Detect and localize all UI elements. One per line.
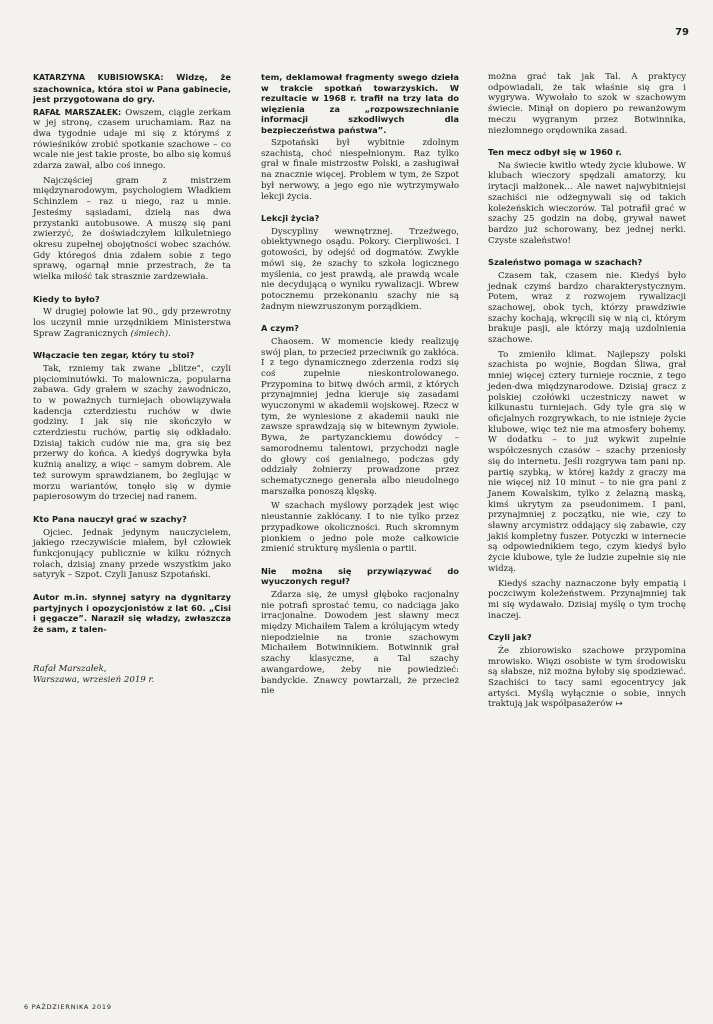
laugh-note: (śmiech). bbox=[130, 328, 171, 339]
answer-paragraph bbox=[33, 108, 231, 172]
answer-paragraph bbox=[488, 646, 686, 710]
answer-paragraph: Dyscypliny wewnętrznej. Trzeźwego, obiektywnego osądu. Pokory. Cierpliwości. I gotowości, by odejść od dogmatów. Zwykle mówi się, że szachy to szkoła logicznego myślenia, co jest prawdą, ale prawdą wcale nie decydującą o wyniku rywalizacji. Wbrew potocznemu przekonaniu szachy nie są żadnym niewzruszonym porządkiem. bbox=[261, 226, 459, 312]
question-heading: Kto Pana nauczył grać w szachy? bbox=[33, 514, 187, 524]
signature bbox=[33, 664, 231, 685]
paragraph: Najczęściej gram z mistrzem międzynarodowym, psychologiem Władkiem Schinzlem – raz u niego, raz u mnie. Jesteśmy sąsiadami, dzielą nas dwa przystanki autobusowe. A muszę się pani zwierzyć, że doświadczyłem kilkuletniego okresu zupełnej obojętności wobec szachów. Gdy któregoś dnia zdałem sobie z tego sprawę, ogarnął mnie przestrach, że ta wielka miłość tak strasznie zardzewiała. bbox=[33, 175, 231, 283]
signature-place: Warszawa, wrzesień 2019 r. bbox=[33, 674, 155, 685]
paragraph: W szachach myślowy porządek jest więc nieustannie zakłócany. I to nie tylko przez przypadkowe okoliczności. Ruch skromnym pionkiem o jedno pole może całkowicie zmienić strukturę myślenia o partii. bbox=[261, 501, 459, 555]
intro-question bbox=[33, 72, 231, 105]
answer-paragraph: Ojciec. Jednak jedynym nauczycielem, jakiego rzeczywiście miałem, był człowiek funkcjonujący publicznie w kilku różnych rolach, dzisiaj znany przede wszystkim jako satyryk – Szpot. Czyli Janusz Szpotański. bbox=[33, 527, 231, 581]
paragraph: Szpotański był wybitnie zdolnym szachistą, choć niespełnionym. Raz tylko grał w finale mistrzostw Polski, a zasługiwał na znacznie więcej. Problem w tym, że Szpot był nerwowy, a jego ego nie wytrzymywało lekcji życia. bbox=[261, 138, 459, 202]
question-heading: Czyli jak? bbox=[488, 632, 532, 643]
speaker-interviewee: RAFAŁ MARSZAŁEK: bbox=[33, 107, 122, 117]
question-heading: A czym? bbox=[261, 323, 299, 334]
footer-date: 6 PAŹDZIERNIKA 2019 bbox=[24, 1003, 112, 1011]
question-heading: Ten mecz odbył się w 1960 r. bbox=[488, 147, 622, 158]
intro-question-text: Widzę, że szachownica, która stoi w Pana gabinecie, jest przygotowana do gry. bbox=[33, 72, 232, 104]
answer-paragraph: Chaosem. W momencie kiedy realizuję swój plan, to przecież przeciwnik go zakłóca. I z tego dynamicznego zderzenia rodzi się coś zupełnie nieskontrolowanego. Przypomina to bitwę dwóch armii, z których przynajmniej jedna kieruje się zasadami wyuczonymi w akademii wojskowej. Rzecz w tym, że wyniesione z akademii nauki nie zawsze sprawdzają się w bitewnym żywiole. Bywa, że partyzanckiemu dowódcy – samorodnemu talentowi, przychodzi nagle do głowy coś genialnego, podczas gdy oddziały żołnierzy prowadzone przez schematycznego generała albo nieudolnego marszałka ponoszą klęskę. bbox=[261, 336, 459, 497]
question-heading: Nie można się przywiązywać do wyuczonych reguł? bbox=[261, 565, 459, 587]
answer-paragraph: Zdarza się, że umysł głęboko racjonalny nie potrafi sprostać temu, co nadciąga jako irracjonalne. Dowodem jest sławny mecz między Michaiłem Talem a królującym wtedy niepodzielnie na tronie szachowym Michaiłem Botwinnikiem. Botwinnik grał szachy klasyczne, a Tal szachy awangardowe, żeby nie powiedzieć: bandyckie. Znawcy powtarzali, że przecież nie bbox=[261, 589, 459, 697]
question-heading: Kiedy to było? bbox=[33, 293, 100, 304]
paragraph: To zmieniło klimat. Najlepszy polski szachista po wojnie, Bogdan Śliwa, grał mniej więcej cztery turnieje rocznie, z tego jeden-dwa międzynarodowe. Dzisiaj gracz z polskiej czołówki uczestniczy nawet w kilkunastu turniejach. Gdy tyle gra się w oficjalnych rozgrywkach, to nie istnieje życie klubowe, więc też nie ma atmosfery bohemy. W dodatku – to już wykwit zupełnie współczesnych czasów – szachy przeniosły się do internetu. Jeśli rozgrywa tam pani np. partię szybką, w której każdy z graczy ma nie więcej niż 10 minut – to nie gra pani z Janem Kowalskim, tylko z żelazną maską, kimś ukrytym za pseudonimem. I pani, przynajmniej z początku, nie wie, czy to sławny arcymistrz oddający się zabawie, czy jakiś kompletny fuszer. Potyczki w internecie są odpowiednikiem tego, czym kiedyś było życie klubowe, tyle że ludzie zupełnie się nie widzą. bbox=[488, 349, 686, 574]
column-1 bbox=[33, 72, 231, 689]
bold-block: Autor m.in. słynnej satyry na dygnitarzy partyjnych i opozycjonistów z lat 60. „Cisi i gęgacze”. Naraził się władzy, zwłaszcza że sam, z talen- bbox=[33, 592, 231, 634]
answer-text: Owszem, ciągle zerkam w jej stronę, czasem uruchamiam. Raz na dwa tygodnie udaje mi się z którymś z rówieśników zrobić spotkanie szachowe – co wcale nie jest takie proste, bo albo się komuś zdarza zawał, albo coś innego. bbox=[33, 107, 231, 172]
question-heading: Włączacie ten zegar, który tu stoi? bbox=[33, 350, 195, 361]
column-2 bbox=[261, 72, 459, 701]
answer-text: Że zbiorowisko szachowe przypomina mrowisko. Więzi osobiste w tym środowisku są słabsze, niż można byłoby się spodziewać. Szachiści to tacy sami egocentrycy jak artyści. Myślą wyłącznie o sobie, innych traktują jak współpasażerów bbox=[488, 645, 686, 710]
page-number: 79 bbox=[675, 27, 689, 38]
bold-block-continuation: tem, deklamował fragmenty swego dzieła w trakcie spotkań towarzyskich. W rezultacie w 1968 r. trafił na trzy lata do więzienia za „rozpowszechnianie informacji szkodliwych dla bezpieczeństwa państwa”. bbox=[261, 72, 459, 135]
signature-name: Rafał Marszałek, bbox=[33, 664, 107, 675]
speaker-interviewer: KATARZYNA KUBISIOWSKA: bbox=[33, 73, 164, 82]
column-3 bbox=[488, 72, 686, 714]
answer-paragraph bbox=[33, 307, 231, 339]
answer-paragraph: Tak, rzniemy tak zwane „blitze”, czyli pięciominutówki. To malownicza, popularna zabawa. Gdy grałem w szachy zawodniczo, to w poważnych turniejach obowiązywała kadencja czterdziestu ruchów w dwie godziny. I jak się nie skończyło w czterdziestu ruchów, partię się odkładało. Dzisiaj takich cudów nie ma, gra się bez przerwy do końca. A kiedyś dogrywka była kuźnią analizy, a więc – samym dobrem. Ale też surowym sprawdzianem, bo żeglując w morzu wariantów, tonęło się w dymie papierosowym do trzeciej nad ranem. bbox=[33, 363, 231, 503]
question-heading: Szaleństwo pomaga w szachach? bbox=[488, 257, 643, 268]
question-heading: Lekcji życia? bbox=[261, 213, 320, 224]
answer-text: W drugiej połowie lat 90., gdy przewrotny los uczynił mnie urzędnikiem Ministerstwa Spraw Zagranicznych bbox=[33, 307, 231, 339]
paragraph-continuation: można grać tak jak Tal. A praktycy odpowiadali, że tak właśnie się gra i wygrywa. Wywołało to szok w szachowym świecie. Minął on dopiero po rewanżowym meczu wygranym przez Botwinnika, niezłomnego orędownika zasad. bbox=[488, 72, 686, 136]
paragraph: Kiedyś szachy naznaczone były empatią i poczciwym koleżeństwem. Przynajmniej tak mi się wydawało. Dzisiaj myślę o tym trochę inaczej. bbox=[488, 578, 686, 621]
continue-arrow-icon: ↦ bbox=[615, 699, 623, 710]
answer-paragraph: Na świecie kwitło wtedy życie klubowe. W klubach wieczory spędzali amatorzy, ku irytacji małżonek… Ale nawet najwybitniejsi szachiści nie odżegnywali się od takich koleżeńskich wieczorów. Tal potrafił grać w szachy 25 godzin na dobę, grywał nawet bardzo już schorowany, bez jednej nerki. Czyste szaleństwo! bbox=[488, 160, 686, 246]
answer-paragraph: Czasem tak, czasem nie. Kiedyś było jednak czymś bardzo charakterystycznym. Potem, wraz z rozwojem rywalizacji szachowej, obok tych, którzy prawdziwie szachy kochają, wkręcili się w nią ci, którym brakuje pasji, ale którzy mają uzdolnienia szachowe. bbox=[488, 270, 686, 346]
